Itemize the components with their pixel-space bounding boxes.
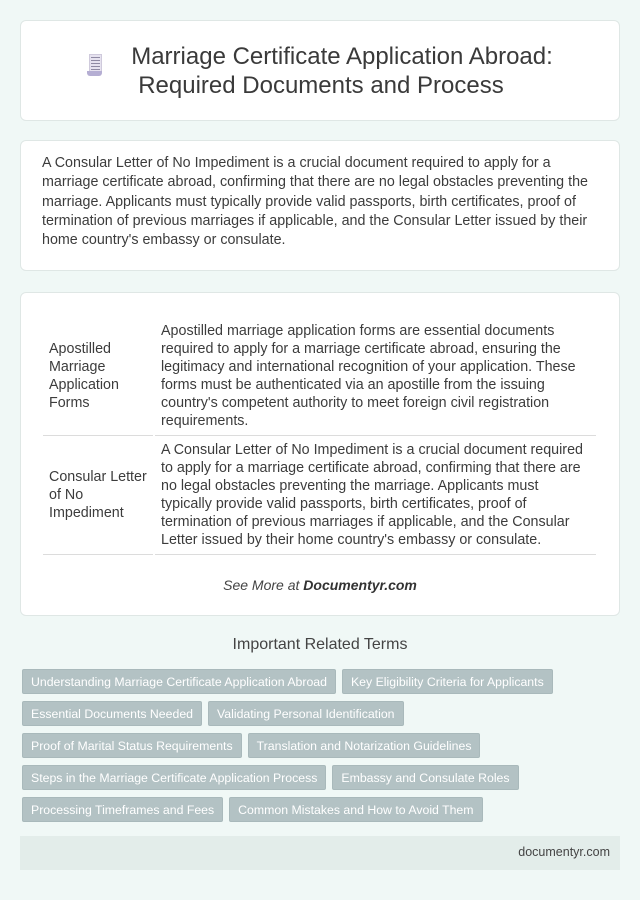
related-terms-heading: Important Related Terms (232, 636, 408, 653)
term-cell: Apostilled Marriage Application Forms (43, 317, 153, 436)
related-term-tag[interactable]: Common Mistakes and How to Avoid Them (229, 797, 482, 822)
related-term-tag[interactable]: Essential Documents Needed (22, 701, 202, 726)
related-terms-list (22, 669, 622, 822)
related-term-tag[interactable]: Understanding Marriage Certificate Application Abroad (22, 669, 336, 694)
related-term-tag[interactable]: Processing Timeframes and Fees (22, 797, 223, 822)
documents-table (41, 317, 598, 555)
header-card (20, 20, 620, 121)
intro-card (20, 140, 620, 271)
document-scroll-icon (87, 54, 103, 76)
see-more-prefix: See More at (223, 577, 304, 593)
related-term-tag[interactable]: Translation and Notarization Guidelines (248, 733, 481, 758)
see-more-text (21, 577, 619, 593)
page-title (131, 42, 553, 100)
related-term-tag[interactable]: Proof of Marital Status Requirements (22, 733, 242, 758)
documents-table-card (20, 292, 620, 616)
footer-bar (20, 836, 620, 870)
related-term-tag[interactable]: Validating Personal Identification (208, 701, 404, 726)
description-cell: Apostilled marriage application forms are essential documents required to apply for a marriage certificate abroad, ensuring the legitimacy and international recognition of your application. These forms must be authenticated via an apostille from the issuing country's competent authority to meet foreign civil registration requirements. (155, 317, 596, 436)
related-term-tag[interactable]: Embassy and Consulate Roles (332, 765, 518, 790)
title-line-2: Required Documents and Process (138, 71, 504, 99)
title-line-1: Marriage Certificate Application Abroad: (131, 42, 553, 70)
table-row (43, 436, 596, 555)
intro-paragraph: A Consular Letter of No Impediment is a crucial document required to apply for a marriage certificate abroad, confirming that there are no legal obstacles preventing the marriage. Applicants must typically provide valid passports, birth certificates, proof of termination of previous marriages if applicable, and the Consular Letter issued by their home country's embassy or consulate. (42, 155, 588, 249)
related-term-tag[interactable]: Key Eligibility Criteria for Applicants (342, 669, 553, 694)
term-cell: Consular Letter of No Impediment (43, 436, 153, 555)
description-cell: A Consular Letter of No Impediment is a crucial document required to apply for a marriage certificate abroad, confirming that there are no legal obstacles preventing the marriage. Applicants must typically provide valid passports, birth certificates, proof of termination of previous marriages if applicable, and the Consular Letter issued by their home country's embassy or consulate. (155, 436, 596, 555)
table-row (43, 317, 596, 436)
related-term-tag[interactable]: Steps in the Marriage Certificate Application Process (22, 765, 326, 790)
footer-site-link[interactable]: documentyr.com (518, 845, 610, 859)
see-more-link[interactable]: Documentyr.com (303, 577, 417, 593)
